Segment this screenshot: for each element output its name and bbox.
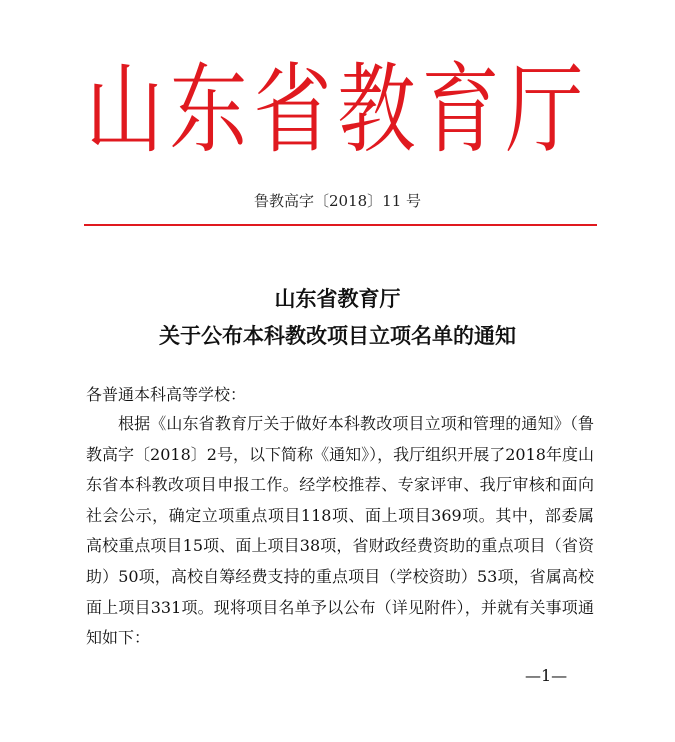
salutation: 各普通本科高等学校： [86, 385, 247, 404]
notice-title-issuer: 山东省教育厅 [274, 287, 401, 311]
document-number: 鲁教高字〔2018〕11 号 [253, 192, 422, 210]
masthead-title: 山东省教育厅 [85, 54, 590, 167]
notice-title-subject: 关于公布本科教改项目立项名单的通知 [159, 324, 516, 348]
page-number: —1— [525, 666, 568, 685]
body-text [86, 409, 594, 654]
body-paragraph: 根据《山东省教育厅关于做好本科教改项目立项和管理的通知》（鲁教高字〔2018〕2号，以下简称《通知》），我厅组织开展了2018年度山东省本科教改项目申报工作。经学校推荐、专家评审、我厅审核和面向社会公示，确定立项重点项目118项、面上项目369项。其中，部委属高校重点项目15项、面上项目38项，省财政经费资助的重点项目（省资助）50项，高校自筹经费支持的重点项目（学校资助）53项，省属高校面上项目331项。现将项目名单予以公布（详见附件），并就有关事项通知如下： [86, 414, 594, 648]
red-divider-line [84, 224, 597, 226]
